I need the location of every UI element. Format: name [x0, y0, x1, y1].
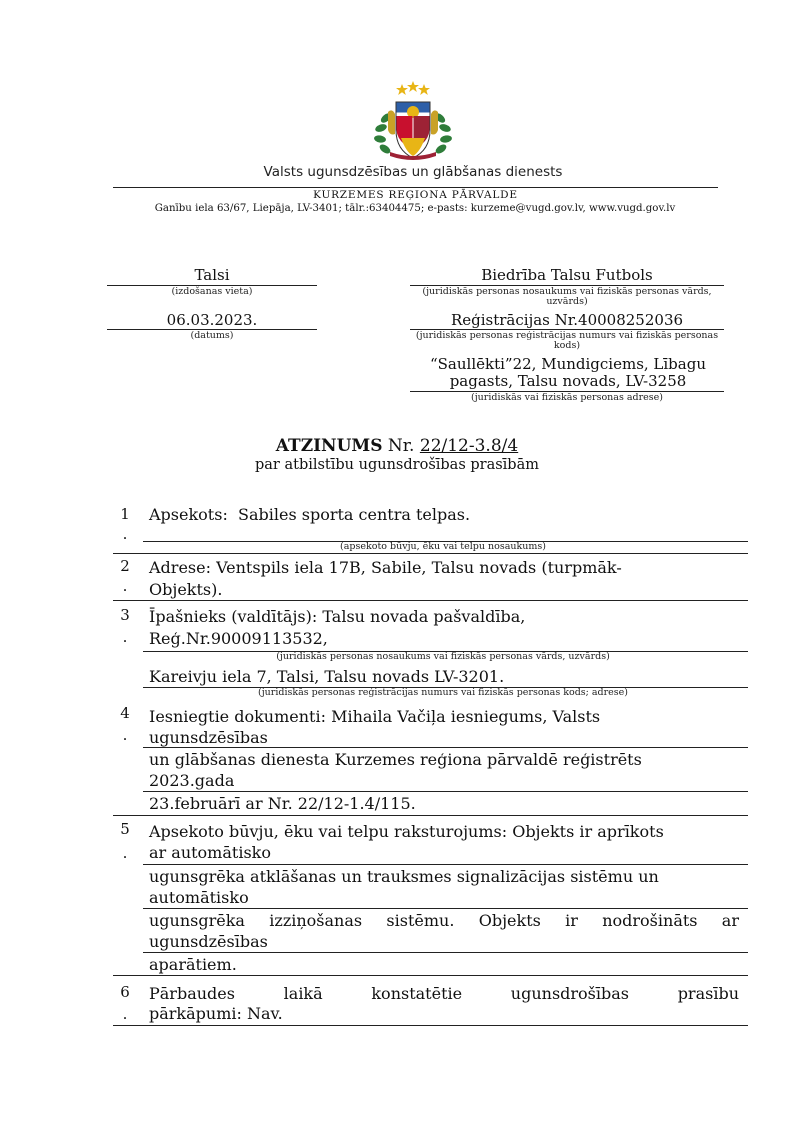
- item-3-dot: .: [122, 628, 128, 646]
- item-1-dot: .: [122, 525, 128, 543]
- row-divider: [113, 815, 748, 816]
- item-4-line1: Iesniegtie dokumenti: Mihaila Vačiļa iesniegums, Valsts: [149, 707, 601, 726]
- title-word: ATZINUMS: [275, 436, 383, 456]
- item-5-line3: ugunsgrēka atklāšanas un trauksmes signalizācijas sistēmu un: [149, 867, 659, 886]
- item-1-text: Apsekots: Sabiles sporta centra telpas.: [149, 505, 471, 524]
- item-5-line7: aparātiem.: [149, 955, 237, 974]
- row-divider: [113, 553, 748, 554]
- issue-place: Talsi: [194, 266, 230, 284]
- document-subtitle: par atbilstību ugunsdrošības prasībām: [255, 457, 539, 473]
- issue-date-caption: (datums): [190, 330, 234, 341]
- item-3-line3: Kareivju iela 7, Talsi, Talsu novads LV-3201.: [149, 667, 505, 686]
- item-1-caption: (apsekoto būvju, ēku vai telpu nosaukums): [340, 541, 546, 552]
- item-4-dot: .: [122, 726, 128, 744]
- item-3-caption1: (juridiskās personas nosaukums vai fiziskās personas vārds, uzvārds): [276, 651, 610, 662]
- item-4-line4: 2023.gada: [149, 771, 235, 790]
- recipient-reg: Reģistrācijas Nr.40008252036: [450, 311, 684, 329]
- item-5-number: 5: [120, 820, 130, 838]
- document-title: [100, 436, 694, 456]
- recipient-name: Biedrība Talsu Futbols: [481, 266, 653, 284]
- row-divider: [113, 975, 748, 976]
- institution-name: Valsts ugunsdzēsības un glābšanas dienests: [263, 164, 563, 180]
- region-name: KURZEMES REĢIONA PĀRVALDE: [313, 189, 518, 201]
- coat-of-arms: [368, 78, 458, 162]
- item-5-line5: ugunsgrēka izziņošanas sistēmu. Objekts ir nodrošināts ar: [149, 911, 739, 930]
- item-5-line-a: [143, 864, 748, 865]
- header-divider: [113, 187, 718, 188]
- item-2-line1: Adrese: Ventspils iela 17B, Sabile, Talsu novads (turpmāk-: [149, 558, 622, 577]
- item-5-line4: automātisko: [149, 888, 249, 907]
- item-1-number: 1: [120, 505, 130, 523]
- item-6-line1: Pārbaudes laikā konstatētie ugunsdrošības prasību: [149, 984, 739, 1003]
- item-4-line3: un glābšanas dienesta Kurzemes reģiona pārvaldē reģistrēts: [149, 750, 642, 769]
- title-nr-label: Nr.: [387, 436, 415, 456]
- item-5-line2: ar automātisko: [149, 843, 271, 862]
- item-3-line2: Reģ.Nr.90009113532,: [149, 629, 328, 648]
- item-4-line-b: [143, 791, 748, 792]
- item-3-line1: Īpašnieks (valdītājs): Talsu novada pašvaldība,: [149, 607, 526, 626]
- contact-line: Ganību iela 63/67, Liepāja, LV-3401; tālr.:63404475; e-pasts: kurzeme@vugd.gov.lv, www.vugd.gov.lv: [154, 203, 676, 214]
- item-6-number: 6: [120, 983, 130, 1001]
- recipient-name-caption: (juridiskās personas nosaukums vai fiziskās personas vārds, uzvārds): [422, 286, 712, 307]
- item-5-line-c: [143, 952, 748, 953]
- item-4-line-a: [143, 747, 748, 748]
- recipient-address: “Saullēkti”22, Mundigciems, Lībagu pagasts, Talsu novads, LV-3258: [429, 355, 706, 390]
- item-6-dot: .: [122, 1005, 128, 1023]
- item-2-number: 2: [120, 557, 130, 575]
- item-4-line5: 23.februārī ar Nr. 22/12-1.4/115.: [149, 794, 416, 813]
- recipient-reg-caption: (juridiskās personas reģistrācijas numurs vai fiziskās personas kods): [415, 330, 719, 351]
- row-divider: [113, 600, 748, 601]
- item-5-line6: ugunsdzēsības: [149, 932, 268, 951]
- issue-date: 06.03.2023.: [166, 311, 258, 329]
- item-5-dot: .: [122, 844, 128, 862]
- item-4-number: 4: [120, 704, 130, 722]
- item-4-line2: ugunsdzēsības: [149, 728, 268, 747]
- item-3-number: 3: [120, 606, 130, 624]
- item-2-line2: Objekts).: [149, 580, 223, 599]
- row-divider: [113, 1025, 748, 1026]
- latvia-coat-of-arms-icon: [368, 78, 458, 162]
- issue-place-caption: (izdošanas vieta): [171, 286, 253, 297]
- item-3-caption2: (juridiskās personas reģistrācijas numurs vai fiziskās personas kods; adrese): [258, 687, 628, 698]
- recipient-address-caption: (juridiskās vai fiziskās personas adrese): [471, 392, 663, 403]
- item-2-dot: .: [122, 577, 128, 595]
- item-5-line1: Apsekoto būvju, ēku vai telpu raksturojums: Objekts ir aprīkots: [149, 822, 664, 841]
- item-5-line-b: [143, 908, 748, 909]
- title-number: 22/12-3.8/4: [419, 436, 519, 456]
- item-6-line2: pārkāpumi: Nav.: [149, 1004, 283, 1023]
